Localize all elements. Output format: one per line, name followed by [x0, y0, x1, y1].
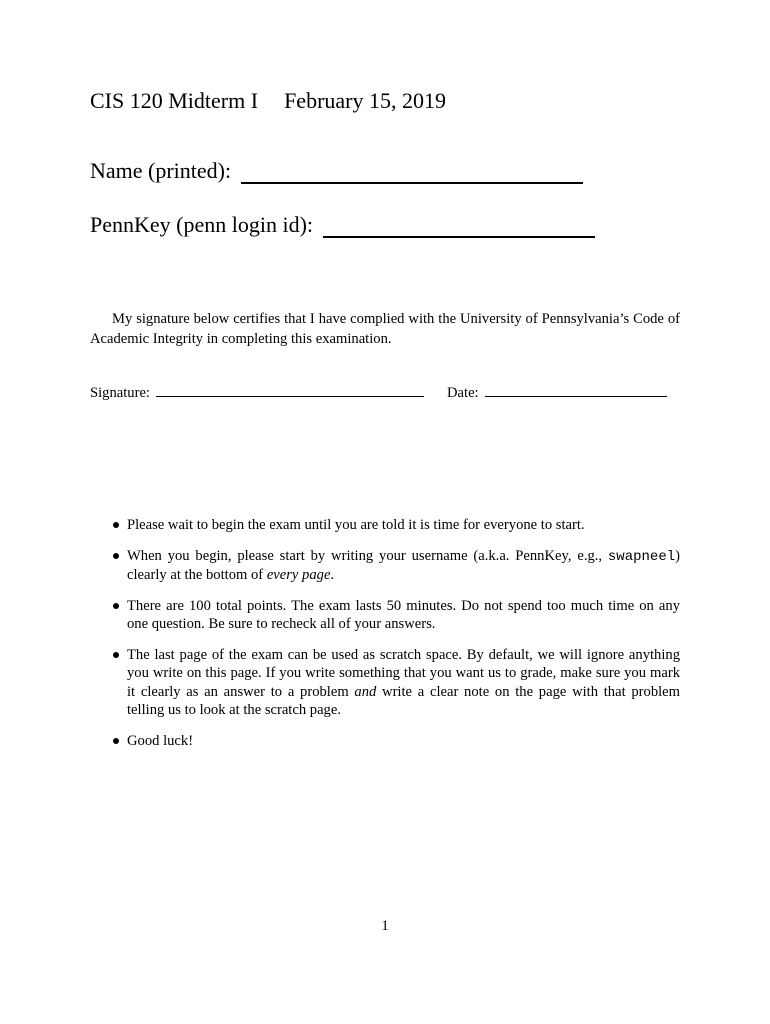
date-blank[interactable] — [485, 384, 667, 397]
integrity-statement: My signature below certifies that I have complied with the University of Pennsylvania’s Code of Academic Integrity in completing this examination. — [90, 311, 680, 347]
pennkey-blank[interactable] — [323, 218, 595, 238]
list-item: Good luck! — [90, 732, 680, 751]
instructions-list — [90, 516, 680, 762]
list-item: When you begin, please start by writing your username (a.k.a. PennKey, e.g., swapneel) clearly at the bottom of every page. — [90, 547, 680, 585]
exam-date: February 15, 2019 — [284, 88, 446, 113]
pennkey-label: PennKey (penn login id): — [90, 212, 314, 237]
course-title: CIS 120 Midterm I — [90, 88, 259, 113]
date-field — [447, 384, 667, 402]
bullet-icon — [113, 603, 119, 609]
page-number: 1 — [381, 918, 389, 934]
signature-label: Signature: — [90, 385, 150, 401]
name-blank[interactable] — [241, 164, 583, 184]
example-username: swapneel — [607, 548, 676, 565]
bullet-icon — [113, 652, 119, 658]
list-item: The last page of the exam can be used as scratch space. By default, we will ignore anything you write on this page. If you write something that you want us to grade, make sure you mark it clearly as an answer to a problem and write a clear note on the page with that problem telling us to look at the scratch page. — [90, 646, 680, 720]
exam-title — [90, 88, 446, 114]
signature-blank[interactable] — [156, 384, 424, 397]
signature-field — [90, 384, 424, 402]
bullet-icon — [113, 522, 119, 528]
list-item: Please wait to begin the exam until you are told it is time for everyone to start. — [90, 516, 680, 535]
name-label: Name (printed): — [90, 158, 232, 183]
bullet-icon — [113, 553, 119, 559]
bullet-icon — [113, 738, 119, 744]
pennkey-field — [90, 212, 595, 238]
name-field — [90, 158, 583, 184]
list-item: There are 100 total points. The exam lasts 50 minutes. Do not spend too much time on any one question. Be sure to recheck all of your answers. — [90, 597, 680, 634]
date-label: Date: — [447, 385, 479, 401]
